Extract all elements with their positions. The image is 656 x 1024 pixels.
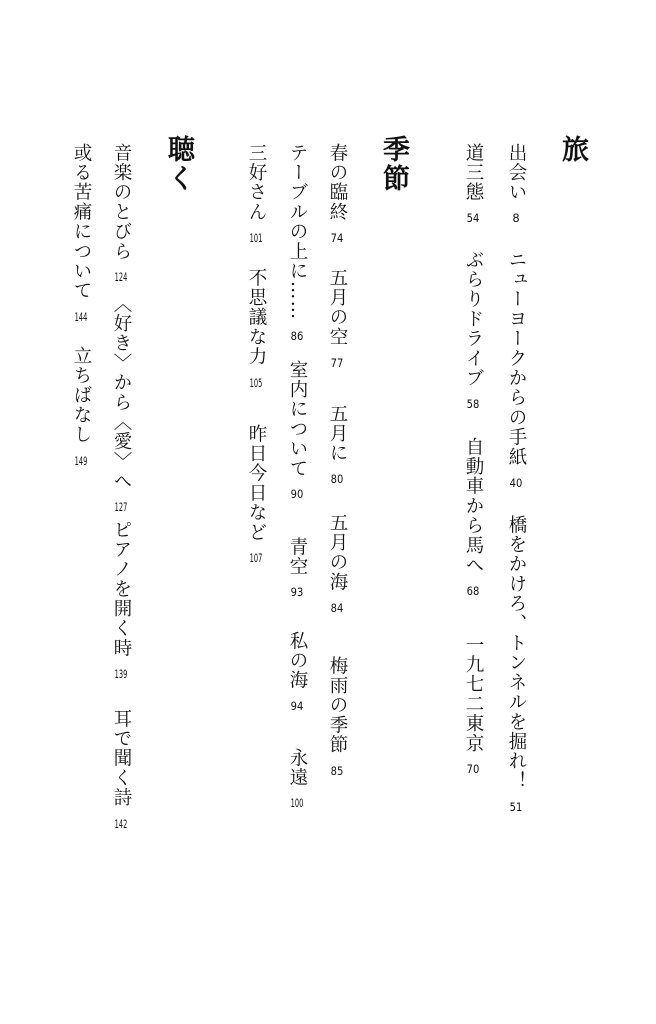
entry-title: 青空	[287, 537, 308, 577]
entry-page-number: 40	[509, 476, 523, 489]
toc-entry[interactable]	[70, 143, 92, 322]
entry-page-number: 58	[466, 397, 480, 410]
toc-entry[interactable]	[245, 143, 267, 243]
toc-entry[interactable]	[286, 537, 308, 598]
toc-entry[interactable]	[326, 513, 348, 613]
entry-page-number: 100	[290, 797, 304, 809]
entry-page-number: 85	[330, 764, 344, 776]
entry-page-number: 8	[512, 212, 520, 224]
toc-entry[interactable]	[110, 709, 132, 829]
entry-title: 三好さん	[246, 143, 267, 222]
entry-title: 私の海	[287, 631, 308, 691]
entry-page-number: 127	[114, 501, 128, 513]
entry-title: 立ちばなし	[71, 346, 92, 445]
toc-entry[interactable]	[462, 143, 484, 224]
entry-page-number: 139	[114, 667, 128, 680]
toc-entry[interactable]	[286, 360, 308, 500]
entry-title: 〈好き〉から〈愛〉へ	[111, 294, 132, 491]
entry-title: ぶらりドライブ	[463, 250, 484, 388]
toc-entry[interactable]	[505, 143, 527, 224]
entry-title: 不思議な力	[246, 268, 267, 367]
entry-page-number: 144	[74, 310, 88, 323]
entry-page-number: 93	[290, 586, 304, 598]
entry-page-number: 74	[330, 231, 344, 244]
toc-entry[interactable]	[110, 520, 132, 679]
entry-page-number: 101	[249, 231, 263, 244]
toc-entry[interactable]	[245, 424, 267, 564]
toc-entry[interactable]	[462, 437, 484, 596]
toc-entry[interactable]	[326, 404, 348, 485]
entry-title: 昨日今日など	[246, 424, 267, 543]
section-heading-kiku: 聴く	[163, 135, 194, 193]
entry-title: 五月の空	[327, 268, 348, 347]
entry-page-number: 142	[114, 817, 128, 829]
entry-page-number: 84	[330, 601, 344, 614]
entry-page-number: 149	[74, 454, 88, 466]
toc-entry[interactable]	[286, 631, 308, 712]
entry-page-number: 124	[114, 271, 128, 283]
entry-page-number: 105	[249, 376, 263, 388]
entry-page-number: 90	[290, 488, 304, 500]
toc-entry[interactable]	[70, 346, 92, 466]
entry-title: 梅雨の季節	[327, 656, 348, 755]
toc-entry[interactable]	[110, 294, 132, 513]
entry-title: テーブルの上に……	[287, 143, 308, 321]
toc-entry[interactable]	[326, 143, 348, 243]
entry-title: 出会い	[506, 143, 527, 203]
entry-title: 室内について	[287, 360, 308, 479]
entry-title: ピアノを開く時	[111, 520, 132, 658]
entry-title: 永遠	[287, 748, 308, 788]
entry-page-number: 68	[466, 584, 480, 597]
entry-page-number: 54	[466, 212, 480, 224]
entry-title: 春の臨終	[327, 143, 348, 222]
entry-title: 一九七二東京	[463, 635, 484, 754]
toc-entry[interactable]	[462, 250, 484, 409]
toc-entry[interactable]	[245, 268, 267, 388]
entry-page-number: 86	[290, 330, 304, 342]
entry-page-number: 77	[330, 356, 344, 369]
entry-title: 五月に	[327, 404, 348, 464]
entry-page-number: 51	[509, 800, 523, 813]
entry-title: 音楽のとびら	[111, 143, 132, 262]
toc-entry[interactable]	[286, 748, 308, 809]
toc-entry[interactable]	[286, 143, 308, 342]
toc-entry[interactable]	[110, 143, 132, 283]
entry-title: 五月の海	[327, 513, 348, 592]
entry-title: ニューヨークからの手紙	[506, 250, 527, 467]
toc-entry[interactable]	[505, 515, 527, 812]
toc-entry[interactable]	[505, 250, 527, 488]
entry-page-number: 80	[330, 473, 344, 485]
entry-title: 或る苦痛について	[71, 143, 92, 301]
entry-title: 自動車から馬へ	[463, 437, 484, 575]
entry-page-number: 70	[466, 763, 480, 775]
toc-entry[interactable]	[326, 268, 348, 368]
entry-title: 耳で聞く詩	[111, 709, 132, 808]
section-heading-kisetsu: 季節	[378, 135, 409, 193]
entry-page-number: 94	[290, 700, 304, 712]
entry-title: 橋をかけろ、トンネルを掘れ！	[506, 515, 527, 791]
section-heading-tabi: 旅	[557, 135, 588, 164]
entry-title: 道三態	[463, 143, 484, 203]
toc-entry[interactable]	[462, 635, 484, 775]
entry-page-number: 107	[249, 552, 263, 564]
toc-entry[interactable]	[326, 656, 348, 776]
